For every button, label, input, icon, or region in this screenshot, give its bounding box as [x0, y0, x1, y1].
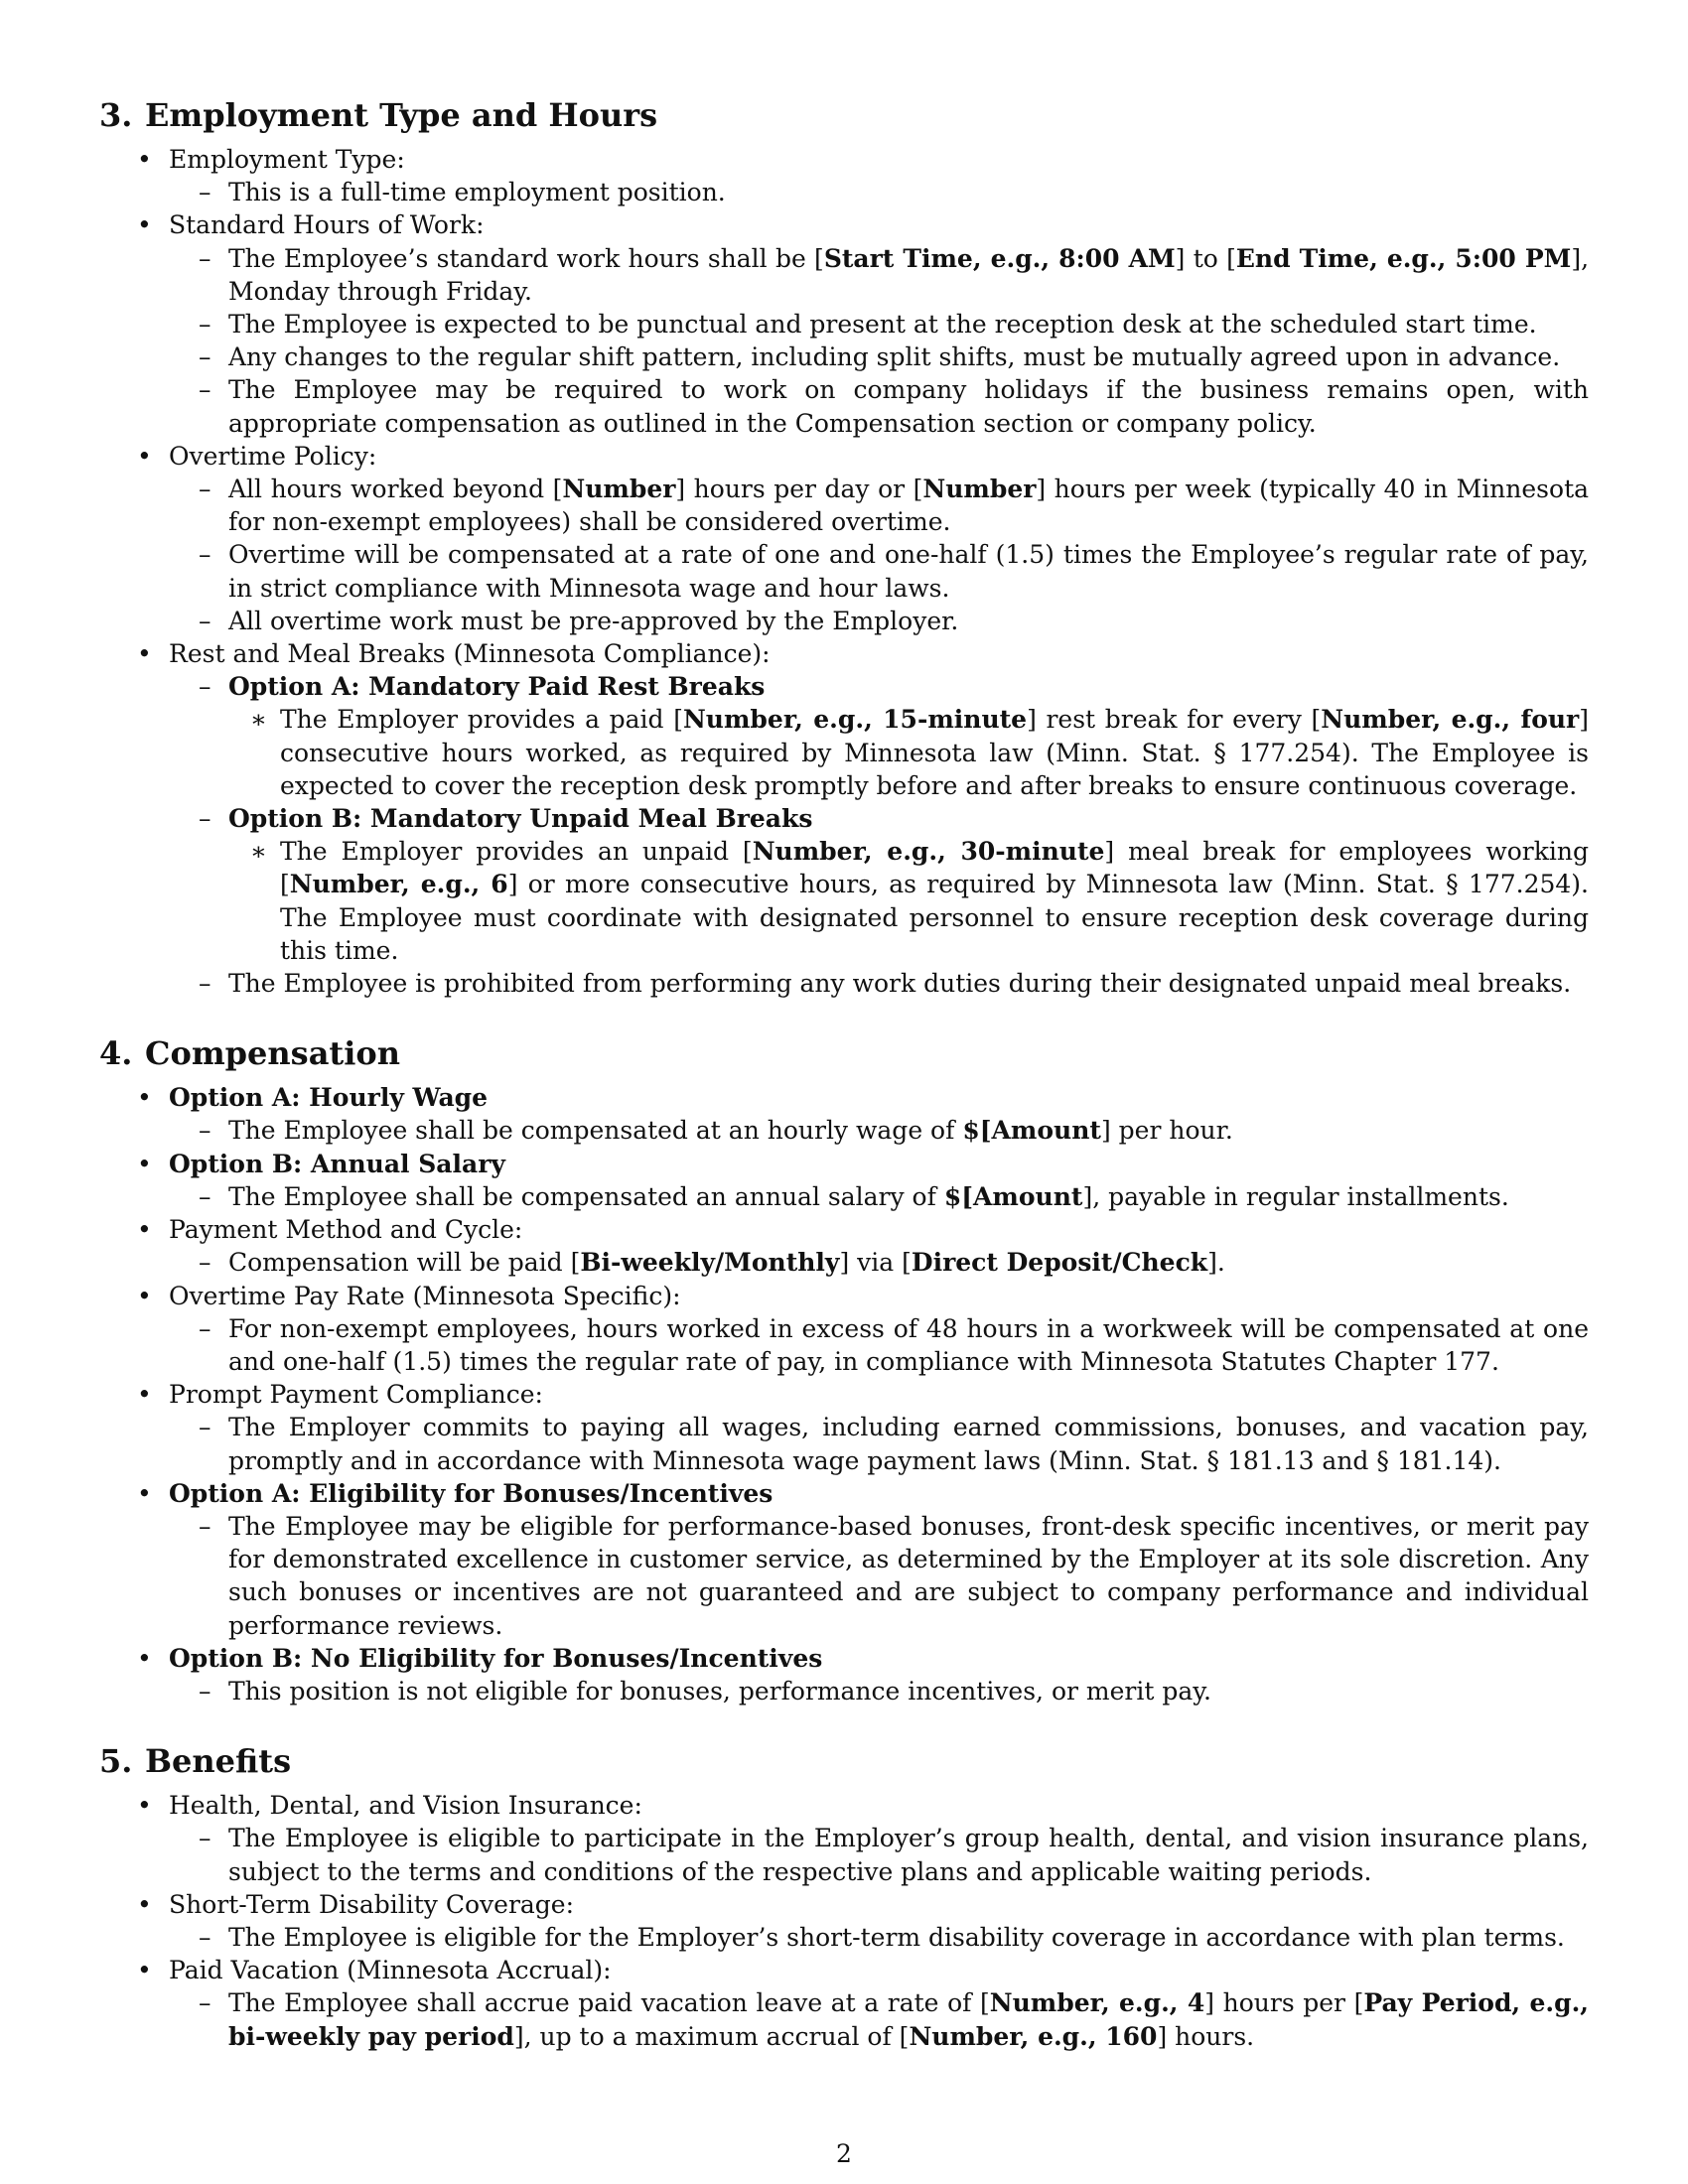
list-item: – The Employer commits to paying all wages, including earned commissions, bonuses, and vacation pay, promptly and in accordance with Minnesota wage payment laws (Minn. Stat. § 181.13 and § 181.14).	[199, 1413, 1589, 1475]
list-item: – The Employee shall accrue paid vacation leave at a rate of [Number, e.g., 4] hours per [Pay Period, e.g., bi-weekly pay period], up to a maximum accrual of [Number, e.g., 160] hours.	[199, 1988, 1589, 2051]
page-number: 2	[836, 2139, 852, 2168]
list-item: – Overtime will be compensated at a rate of one and one-half (1.5) times the Employee’s regular rate of pay, in strict compliance with Minnesota wage and hour laws.	[199, 540, 1589, 603]
list-item: – For non-exempt employees, hours worked in excess of 48 hours in a workweek will be compensated at one and one-half (1.5) times the regular rate of pay, in compliance with Minnesota Statutes Chapter 177.	[199, 1313, 1589, 1376]
list-item: • Option A: Hourly Wage	[137, 1083, 489, 1113]
list-item: – This position is not eligible for bonuses, performance incentives, or merit pay.	[199, 1676, 1212, 1706]
list-item: • Overtime Policy:	[137, 441, 377, 471]
list-item: • Option A: Eligibility for Bonuses/Incentives	[137, 1478, 774, 1508]
list-item: – Any changes to the regular shift pattern, including split shifts, must be mutually agreed upon in advance.	[199, 342, 1561, 372]
list-item: – The Employee shall be compensated at an hourly wage of $[Amount] per hour.	[199, 1116, 1233, 1146]
list-item: • Overtime Pay Rate (Minnesota Specific):	[137, 1281, 681, 1310]
list-item: • Payment Method and Cycle:	[137, 1215, 523, 1245]
list-item: – All hours worked beyond [Number] hours per day or [Number] hours per week (typically 40 in Minnesota for non-exempt employees) shall be considered overtime.	[199, 475, 1590, 537]
list-item: – All overtime work must be pre-approved by the Employer.	[199, 606, 959, 635]
list-item: • Short-Term Disability Coverage:	[137, 1889, 575, 1919]
section-heading: 3. Employment Type and Hours	[99, 96, 658, 134]
list-item: – This is a full-time employment position.	[199, 178, 726, 207]
list-item: • Paid Vacation (Minnesota Accrual):	[137, 1956, 612, 1985]
list-item: • Option B: Annual Salary	[137, 1149, 505, 1178]
document-page	[99, 95, 1589, 2087]
list-item: • Employment Type:	[137, 145, 405, 174]
list-item: • Prompt Payment Compliance:	[137, 1380, 543, 1410]
list-item: ∗ The Employer provides a paid [Number, e.g., 15-minute] rest break for every [Number, e.g., four] consecutive hours worked, as required by Minnesota law (Minn. Stat. § 177.254). The Employee is expected to cover the reception desk promptly before and after breaks to ensure continuous coverage.	[250, 705, 1589, 800]
list-item: – Option B: Mandatory Unpaid Meal Breaks	[199, 804, 813, 834]
list-item: • Health, Dental, and Vision Insurance:	[137, 1791, 642, 1821]
list-item: – The Employee may be required to work on company holidays if the business remains open, with appropriate compensation as outlined in the Compensation section or company policy.	[199, 375, 1589, 438]
section-benefits	[99, 1741, 1589, 2053]
list-item: • Standard Hours of Work:	[137, 210, 485, 240]
list-item: • Rest and Meal Breaks (Minnesota Compliance):	[137, 639, 771, 669]
list-item: – The Employee is prohibited from performing any work duties during their designated unpaid meal breaks.	[199, 969, 1572, 999]
list-item: – The Employee’s standard work hours shall be [Start Time, e.g., 8:00 AM] to [End Time, e.g., 5:00 PM], Monday through Friday.	[199, 243, 1590, 306]
list-item: – The Employee is eligible for the Employer’s short-term disability coverage in accordance with plan terms.	[199, 1922, 1565, 1952]
list-item: ∗ The Employer provides an unpaid [Number, e.g., 30-minute] meal break for employees working [Number, e.g., 6] or more consecutive hours, as required by Minnesota law (Minn. Stat. § 177.254). The Employee must coordinate with designated personnel to ensure reception desk coverage during this time.	[250, 837, 1590, 965]
section-compensation	[99, 1033, 1589, 1707]
list-item: – The Employee is eligible to participate in the Employer’s group health, dental, and vision insurance plans, subject to the terms and conditions of the respective plans and applicable waiting periods.	[199, 1824, 1589, 1886]
list-item: – The Employee shall be compensated an annual salary of $[Amount], payable in regular installments.	[199, 1181, 1509, 1211]
section-heading: 4. Compensation	[99, 1034, 400, 1073]
section-heading: 5. Benefits	[99, 1742, 292, 1781]
list-item: – The Employee is expected to be punctual and present at the reception desk at the scheduled start time.	[199, 310, 1537, 340]
list-item: – Option A: Mandatory Paid Rest Breaks	[199, 672, 766, 702]
list-item: • Option B: No Eligibility for Bonuses/Incentives	[137, 1643, 823, 1673]
section-employment-type-and-hours	[99, 95, 1589, 1000]
list-item: – The Employee may be eligible for performance-based bonuses, front-desk specific incentives, or merit pay for demonstrated excellence in customer service, as determined by the Employer at its sole discretion. Any such bonuses or incentives are not guaranteed and are subject to company performance and individual performance reviews.	[199, 1511, 1589, 1640]
list-item: – Compensation will be paid [Bi-weekly/Monthly] via [Direct Deposit/Check].	[199, 1248, 1225, 1278]
